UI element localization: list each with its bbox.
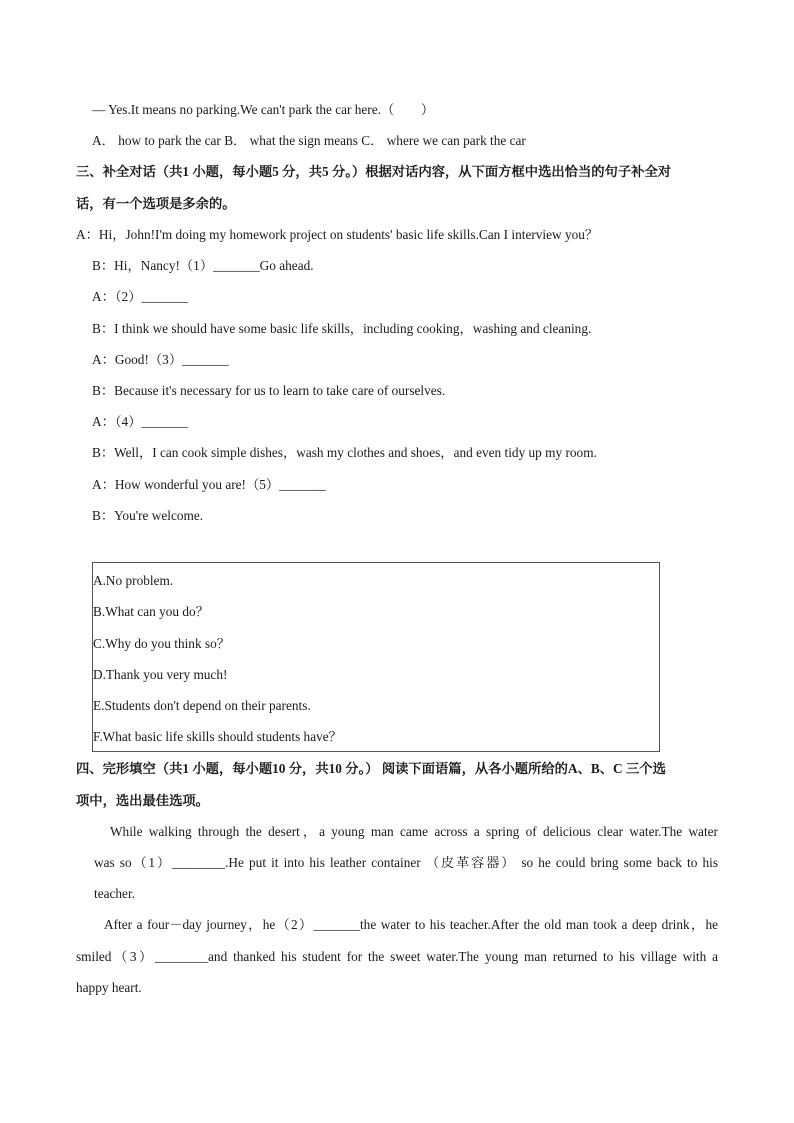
dialogue-line: B：Hi，Nancy!（1）_______Go ahead. — [92, 258, 314, 273]
dialogue-line: A：Good!（3）_______ — [92, 352, 229, 367]
box-option: C.Why do you think so？ — [93, 636, 231, 651]
section4-heading-line2: 项中，选出最佳选项。 — [76, 793, 209, 808]
dialogue-line: A：（4）_______ — [92, 414, 189, 429]
box-option: E.Students don't depend on their parents. — [93, 698, 311, 713]
options-box — [92, 562, 660, 752]
answer-options: A． how to park the car B． what the sign means C． where we can park the car — [92, 133, 526, 148]
answer-line: — Yes.It means no parking.We can't park the car here.（ ） — [92, 102, 435, 117]
box-option: F.What basic life skills should students have？ — [93, 729, 342, 744]
box-option: B.What can you do？ — [93, 604, 209, 619]
box-option: D.Thank you very much! — [93, 667, 228, 682]
dialogue-line: A：How wonderful you are!（5）_______ — [92, 477, 326, 492]
dialogue-line: B：Because it's necessary for us to learn to take care of ourselves. — [92, 383, 446, 398]
passage-line: teacher. — [94, 886, 135, 901]
dialogue-line: A：（2）_______ — [92, 289, 189, 304]
passage-line: While walking through the desert，a young man came across a spring of delicious clear water.The water — [110, 824, 718, 839]
section3-heading-line2: 话，有一个选项是多余的。 — [76, 196, 236, 211]
passage-line: happy heart. — [76, 980, 142, 995]
dialogue-line: B：You're welcome. — [92, 508, 204, 523]
section3-heading-line1: 三、补全对话（共1 小题，每小题5 分，共5 分。）根据对话内容，从下面方框中选出恰当的句子补全对 — [76, 164, 672, 179]
dialogue-line: B：I think we should have some basic life skills，including cooking，washing and cleaning. — [92, 321, 592, 336]
passage-line: After a four－day journey，he（2）_______the water to his teacher.After the old man took a deep drink，he — [104, 917, 718, 932]
box-option: A.No problem. — [93, 573, 174, 588]
section4-heading-line1: 四、完形填空（共1 小题，每小题10 分，共10 分。） 阅读下面语篇，从各小题所给的A、B、C 三个选 — [76, 761, 666, 776]
passage-line: smiled（3）________and thanked his student for the sweet water.The young man returned to his village with a — [76, 949, 718, 964]
dialogue-line: A：Hi，John!I'm doing my homework project on students' basic life skills.Can I interview you？ — [76, 227, 599, 242]
passage-line: was so（1）________.He put it into his leather container （皮革容器） so he could bring some back to his — [94, 855, 718, 870]
dialogue-line: B：Well，I can cook simple dishes，wash my clothes and shoes，and even tidy up my room. — [92, 445, 597, 460]
